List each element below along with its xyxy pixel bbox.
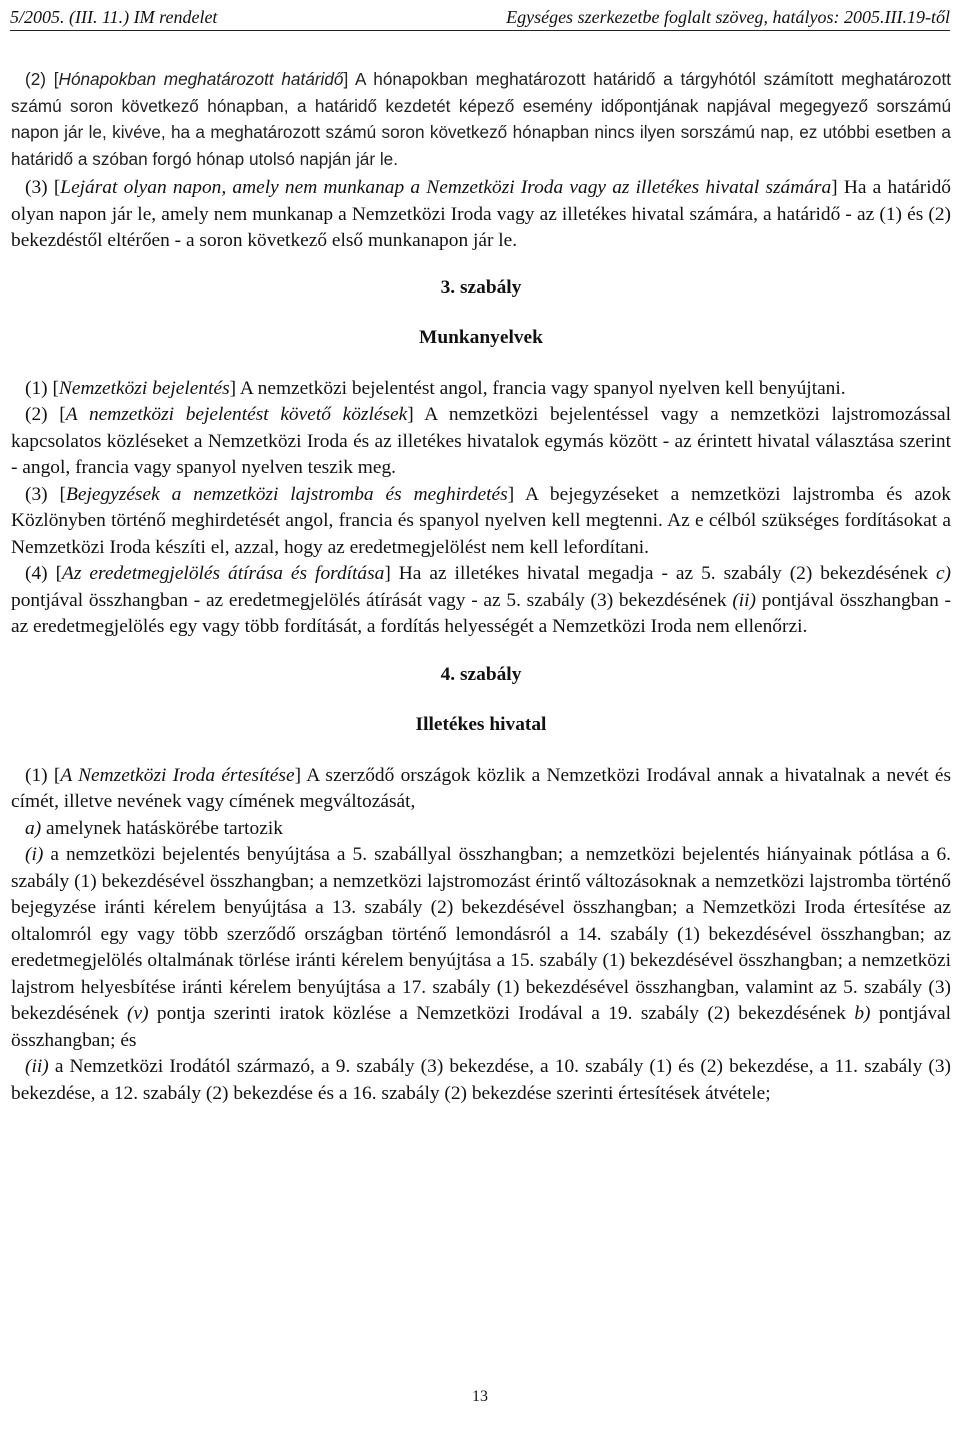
page-number: 13: [472, 1388, 488, 1405]
page-header: [10, 6, 950, 31]
paragraph-2-months: (2) [Hónapokban meghatározott határidő] A hónapokban meghatározott határidő a tárgyhótól számított meghatározott számú soron következő hónapban, a határidő kezdetét képező esemény időpontjának napjával megegyező sorszámú napon jár le, kivéve, ha a meghatározott számú soron következő hónapban nincs ilyen sorszámú nap, ez utóbbi esetben a határidő a szóban forgó hónap utolsó napján jár le.: [11, 69, 951, 169]
paragraph-title: Hónapokban meghatározott határidő: [58, 69, 344, 89]
rule-4-heading: 4. szabály: [440, 663, 522, 685]
paragraph-title: Lejárat olyan napon, amely nem munkanap a Nemzetközi Iroda vagy az illetékes hivatal számára: [60, 177, 832, 198]
rule-3-paragraph-3: (3) [Bejegyzések a nemzetközi lajstromba és meghirdetés] A bejegyzéseket a nemzetközi lajstromba és azok Közlönyben történő meghirdetését angol, francia és spanyol nyelven kell megtenni. Az e célból szükséges fordításokat a Nemzetközi Iroda készíti el, azzal, hogy az eredetmegjelölést nem kell lefordítani.: [11, 483, 951, 558]
rule-4-body: [11, 763, 951, 1108]
header-consolidated-note: Egységes szerkezetbe foglalt szöveg, hatályos: 2005.III.19-től: [506, 7, 950, 27]
rule-3-title: Munkanyelvek: [419, 326, 543, 348]
rule-4-point-ii: (ii) a Nemzetközi Irodától származó, a 9. szabály (3) bekezdése, a 10. szabály (1) és (2) bekezdése, a 11. szabály (3) bekezdése, a 12. szabály (2) bekezdése és a 16. szabály (2) bekezdése szerinti értesítések átvétele;: [11, 1056, 951, 1104]
rule-4-point-i: (i) a nemzetközi bejelentés benyújtása a 5. szabállyal összhangban; a nemzetközi bejelentés hiányainak pótlása a 6. szabály (1) bekezdésével összhangban; a nemzetközi lajstromozást érintő változásoknak a nemzetközi lajstromba történő bejegyzése iránti kérelem benyújtása a 13. szabály (2) bekezdésével összhangban; a Nemzetközi Iroda értesítése az oltalomról egy vagy több szerződő országban történő lemondásról a 14. szabály (1) bekezdésével összhangban; az eredetmegjelölés oltalmának törlése iránti kérelem benyújtása a 15. szabály (1) bekezdésével összhangban; a nemzetközi lajstrom helyesbítése iránti kérelem benyújtása a 17. szabály (1) bekezdésével összhangban, valamint az 5. szabály (3) bekezdésének (v) pontja szerinti iratok közlése a Nemzetközi Irodával a 19. szabály (2) bekezdésének b) pontjával összhangban; és: [11, 844, 952, 1051]
paragraph-3-non-working-day: (3) [Lejárat olyan napon, amely nem munkanap a Nemzetközi Iroda vagy az illetékes hivatal számára] Ha a határidő olyan napon jár le, amely nem munkanap a Nemzetközi Iroda vagy az illetékes hivatal számára, a határidő - az (1) és (2) bekezdéstől eltérően - a soron következő első munkanapon jár le.: [11, 177, 951, 251]
rule-4-title: Illetékes hivatal: [415, 713, 547, 735]
rule-3-paragraph-4: (4) [Az eredetmegjelölés átírása és fordítása] Ha az illetékes hivatal megadja - az 5. szabály (2) bekezdésének c) pontjával összhangban - az eredetmegjelölés átírását vagy - az 5. szabály (3) bekezdésének (ii) pontjával összhangban - az eredetmegjelölés egy vagy több fordítását, a fordítás helyességét a Nemzetközi Iroda nem ellenőrzi.: [11, 563, 952, 637]
rule-3-heading: 3. szabály: [440, 276, 522, 298]
rule-3-paragraph-2: (2) [A nemzetközi bejelentést követő közlések] A nemzetközi bejelentéssel vagy a nemzetközi lajstromozással kapcsolatos közléseket a Nemzetközi Iroda és az illetékes hivatalok egymás között - az érintett hivatal választása szerint - angol, francia vagy spanyol nyelven teszik meg.: [11, 404, 952, 478]
rule-3-paragraph-1: (1) [Nemzetközi bejelentés] A nemzetközi bejelentést angol, francia vagy spanyol nyelven kell benyújtani.: [25, 377, 846, 399]
rule-4-paragraph-1: (1) [A Nemzetközi Iroda értesítése] A szerződő országok közlik a Nemzetközi Irodával annak a hivatalnak a nevét és címét, illetve nevének vagy címének megváltozását,: [11, 764, 952, 812]
header-regulation-ref: 5/2005. (III. 11.) IM rendelet: [10, 7, 218, 27]
rule-4-point-a: a) amelynek hatáskörébe tartozik: [25, 817, 283, 839]
document-body: [11, 62, 951, 1107]
rule-3-body: [11, 376, 951, 641]
